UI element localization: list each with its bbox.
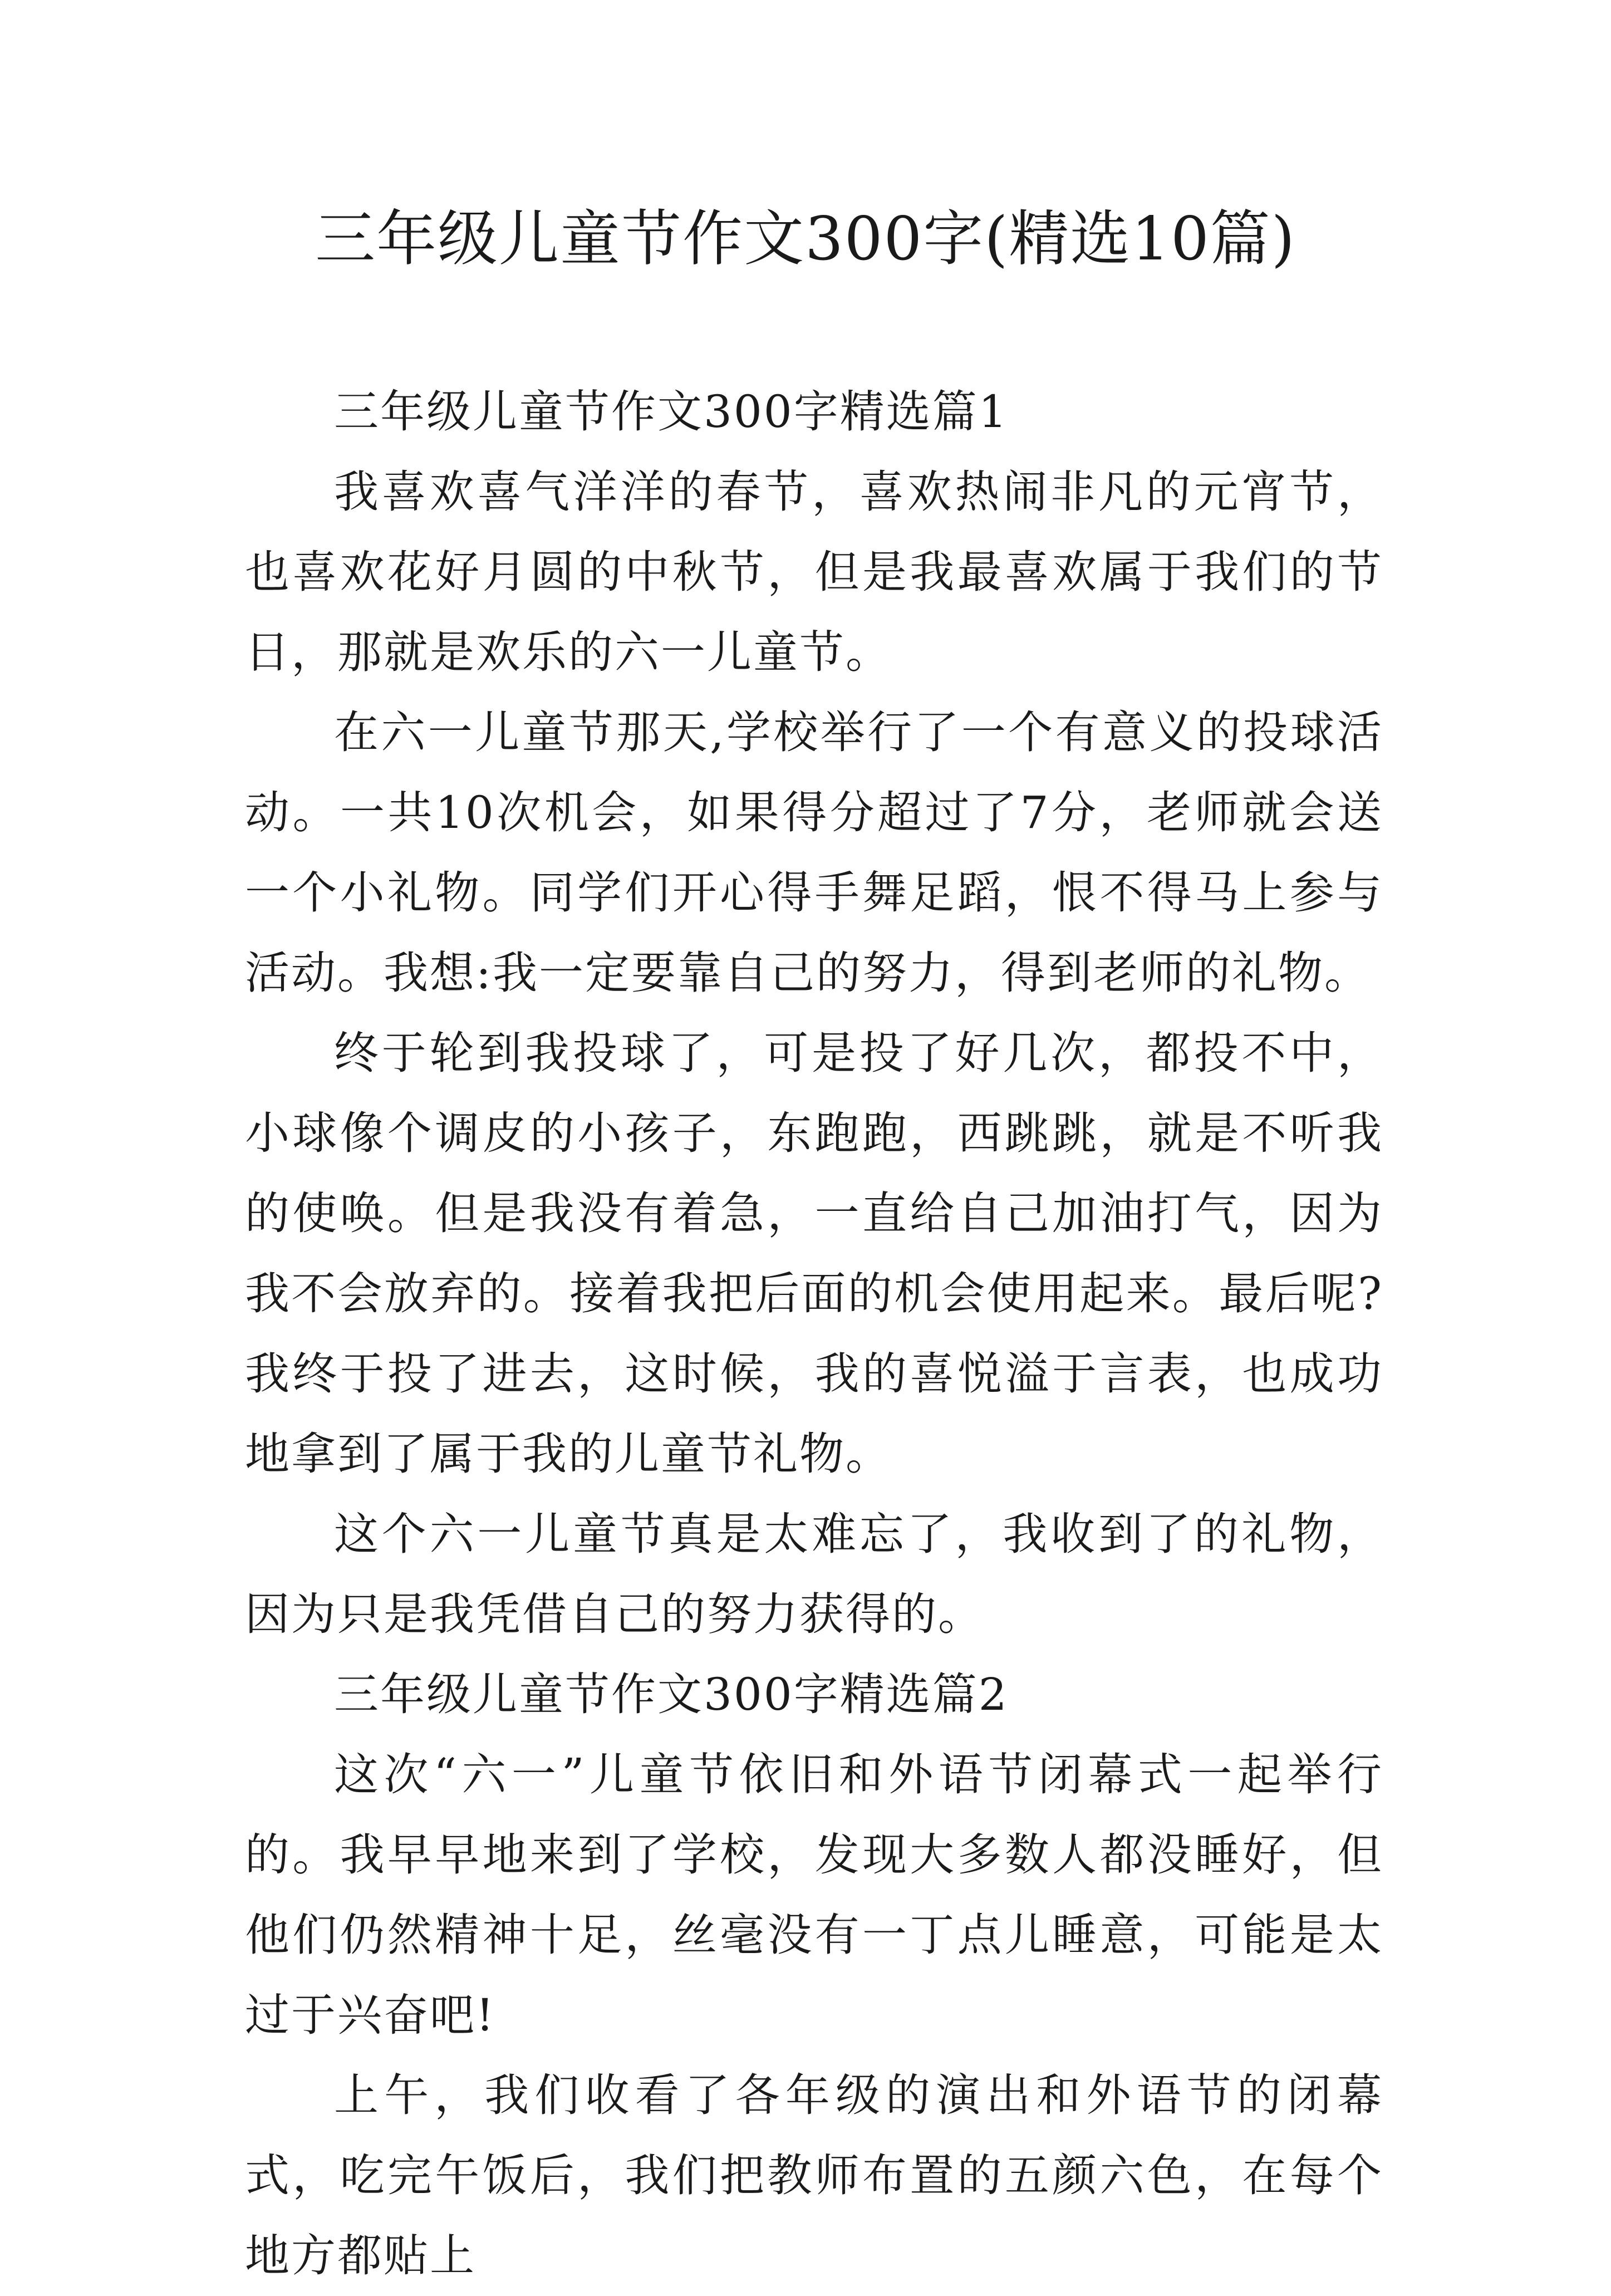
- section-heading: 三年级儿童节作文300字精选篇2: [334, 1669, 1009, 1720]
- section-heading: 三年级儿童节作文300字精选篇1: [334, 386, 1009, 438]
- paragraph: 上午，我们收看了各年级的演出和外语节的闭幕式，吃完午饭后，我们把教师布置的五颜六色，在每个地方都贴上: [245, 2069, 1383, 2282]
- document-title: 三年级儿童节作文300字(精选10篇): [315, 204, 1296, 274]
- document-body: [245, 372, 1383, 2296]
- paragraph: 我喜欢喜气洋洋的春节，喜欢热闹非凡的元宵节，也喜欢花好月圆的中秋节，但是我最喜欢属于我们的节日，那就是欢乐的六一儿童节。: [245, 466, 1383, 678]
- paragraph: 这个六一儿童节真是太难忘了，我收到了的礼物，因为只是我凭借自己的努力获得的。: [245, 1508, 1383, 1640]
- paragraph: 这次“六一”儿童节依旧和外语节闭幕式一起举行的。我早早地来到了学校，发现大多数人都没睡好，但他们仍然精神十足，丝毫没有一丁点儿睡意，可能是太过于兴奋吧!: [245, 1749, 1383, 2041]
- paragraph: 终于轮到我投球了，可是投了好几次，都投不中，小球像个调皮的小孩子，东跑跑，西跳跳，就是不听我的使唤。但是我没有着急，一直给自己加油打气，因为我不会放弃的。接着我把后面的机会使用起来。最后呢?我终于投了进去，这时候，我的喜悦溢于言表，也成功地拿到了属于我的儿童节礼物。: [245, 1027, 1383, 1480]
- paragraph: 在六一儿童节那天,学校举行了一个有意义的投球活动。一共10次机会，如果得分超过了7分，老师就会送一个小礼物。同学们开心得手舞足蹈，恨不得马上参与活动。我想:我一定要靠自己的努力，得到老师的礼物。: [245, 707, 1383, 999]
